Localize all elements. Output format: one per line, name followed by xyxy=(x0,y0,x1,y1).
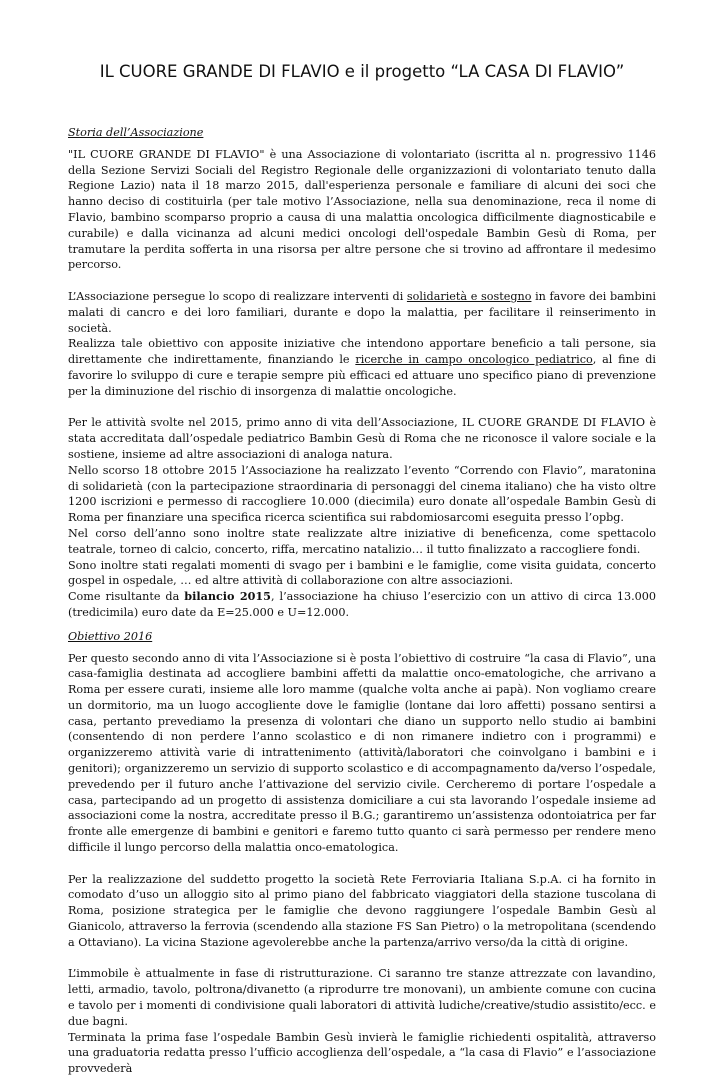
section-heading-storia: Storia dell’Associazione xyxy=(68,126,204,139)
document-body xyxy=(68,125,656,1077)
paragraph: Per questo secondo anno di vita l’Associazione si è posta l’obiettivo di costruire “la casa di Flavio”, una casa-famiglia destinata ad accogliere bambini affetti da malattie onco-ematologiche, che arrivano a Roma per essere curati, insieme alle loro mamme (qualche volta anche ai papà). Non vogliamo creare un dormitorio, ma un luogo accogliente dove le famiglie (lontane dai loro affetti) possano sentirsi a casa, pertanto prevediamo la presenza di volontari che diano un supporto nello studio ai bambini (consentendo di non perdere l’anno scolastico e di non rimanere indietro con i programmi) e organizzeremo attività varie di intrattenimento (attività/laboratori che coinvolgano i bambini e i genitori); organizzeremo un servizio di supporto scolastico e di accompagnamento da/verso l’ospedale, prevedendo per il futuro anche l’attivazione del servizio civile. Cercheremo di portare l’ospedale a casa, partecipando ad un progetto di assistenza domiciliare a cui sta lavorando l’ospedale insieme ad associazioni come la nostra, accreditate presso il B.G.; garantiremo un’assistenza odontoiatrica per far fronte alle emergenze di bambini e genitori e faremo tutto quanto ci sarà permesso per rendere meno difficile il lungo percorso della malattia onco-ematologica. xyxy=(68,651,656,855)
text-run: in favore dei bambini malati di cancro e dei loro familiari, durante e dopo la malattia, per facilitare il reinserimento in società. xyxy=(68,289,656,335)
paragraph: Nello scorso 18 ottobre 2015 l’Associazione ha realizzato l’evento “Correndo con Flavio”, maratonina di solidarietà (con la partecipazione straordinaria di personaggi del cinema italiano) che ha visto oltre 1200 iscrizioni e permesso di raccogliere 10.000 (diecimila) euro donate all’ospedale Bambin Gesù di Roma per finanziare una specifica ricerca scientifica sui rabdomiosarcomi eseguita presso l’opbg. xyxy=(68,463,656,525)
paragraph: "IL CUORE GRANDE DI FLAVIO" è una Associazione di volontariato (iscritta al n. progressivo 1146 della Sezione Servizi Sociali del Registro Regionale delle organizzazioni di volontariato tenuto dalla Regione Lazio) nata il 18 marzo 2015, dall'esperienza personale e familiare di alcuni dei soci che hanno deciso di costituirla (per tale motivo l’Associazione, nella sua denominazione, reca il nome di Flavio, bambino scomparso proprio a causa di una malattia oncologica difficilmente diagnosticabile e curabile) e dalla vicinanza ad alcuni medici oncologi dell'ospedale Bambin Gesù di Roma, per tramutare la perdita sofferta in una risorsa per altre persone che si trovino ad affrontare il medesimo percorso. xyxy=(68,147,656,272)
text-run: , al fine di favorire lo sviluppo di cure e terapie sempre più efficaci ed attuare uno specifico piano di prevenzione per la diminuzione del rischio di insorgenza di malattie oncologiche. xyxy=(68,353,656,398)
paragraph xyxy=(68,589,656,621)
paragraph: Nel corso dell’anno sono inoltre state realizzate altre iniziative di beneficenza, come spettacolo teatrale, torneo di calcio, concerto, riffa, mercatino natalizio… il tutto finalizzato a raccogliere fondi. xyxy=(68,526,656,556)
underlined-phrase: solidarietà e sostegno xyxy=(406,289,532,303)
paragraph: Per la realizzazione del suddetto progetto la società Rete Ferroviaria Italiana S.p.A. ci ha fornito in comodato d’uso un alloggio sito al primo piano del fabbricato viaggiatori della stazione tuscolana di Roma, posizione strategica per le famiglie che devono raggiungere l’ospedale Bambin Gesù al Gianicolo, attraverso la ferrovia (scendendo alla stazione FS San Pietro) o la metropolitana (scendendo a Ottaviano). La vicina Stazione agevolerebbe anche la partenza/arrivo verso/da la città di origine. xyxy=(68,872,656,949)
document-title: IL CUORE GRANDE DI FLAVIO e il progetto “LA CASA DI FLAVIO” xyxy=(99,62,625,81)
text-run: , l’associazione ha chiuso l’esercizio con un attivo di circa 13.000 (tredicimila) euro date da E=25.000 e U=12.000. xyxy=(68,590,657,619)
paragraph: L’immobile è attualmente in fase di ristrutturazione. Ci saranno tre stanze attrezzate con lavandino, letti, armadio, tavolo, poltrona/divanetto (a riprodurre tre monovani), un ambiente comune con cucina e tavolo per i momenti di condivisione quali laboratori di attività ludiche/creative/studio assistito/ecc. e due bagni. xyxy=(68,967,656,1028)
paragraph: Terminata la prima fase l’ospedale Bambin Gesù invierà le famiglie richiedenti ospitalità, attraverso una graduatoria redatta presso l’ufficio accoglienza dell’ospedale, a “la casa di Flavio” e l’associazione provvederà xyxy=(68,1030,656,1076)
text-run: Realizza tale obiettivo con apposite iniziative che intendono apportare beneficio a tali persone, sia direttamente che indirettamente, finanziando le xyxy=(68,337,656,367)
section-heading-obiettivo: Obiettivo 2016 xyxy=(68,629,153,643)
text-run: Come risultante da xyxy=(68,590,185,604)
paragraph xyxy=(68,289,656,336)
text-run: L’Associazione persegue lo scopo di realizzare interventi di xyxy=(68,289,407,303)
underlined-phrase: ricerche in campo oncologico pediatrico xyxy=(355,353,593,367)
paragraph: Sono inoltre stati regalati momenti di svago per i bambini e le famiglie, come visita guidata, concerto gospel in ospedale, … ed altre attività di collaborazione con altre associazioni. xyxy=(68,558,656,588)
paragraph: Per le attività svolte nel 2015, primo anno di vita dell’Associazione, IL CUORE GRANDE DI FLAVIO è stata accreditata dall’ospedale pediatrico Bambin Gesù di Roma che ne riconosce il valore sociale e la sostiene, insieme ad altre associazioni di analoga natura. xyxy=(68,416,656,461)
bold-phrase: bilancio 2015 xyxy=(184,589,271,604)
paragraph xyxy=(68,336,656,399)
